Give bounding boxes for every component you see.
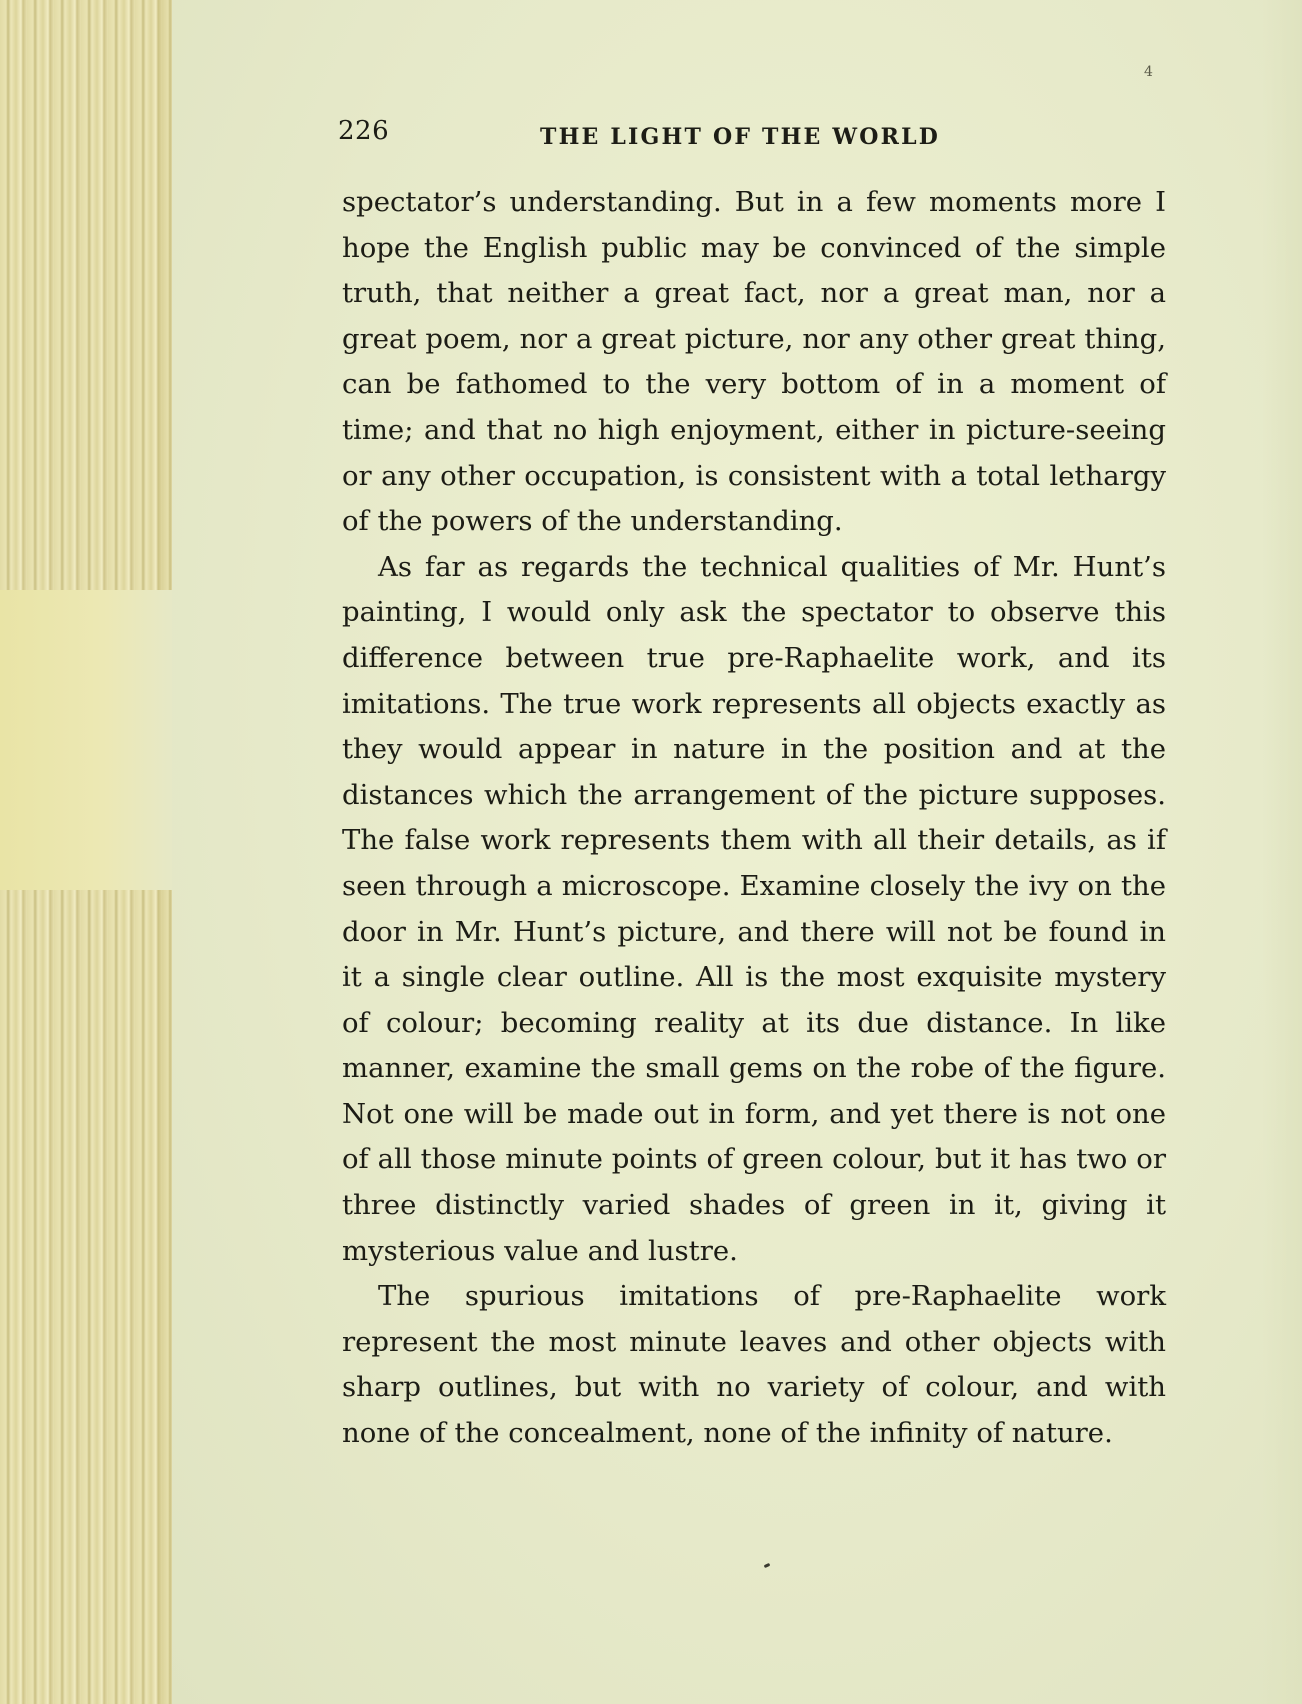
paragraph-1: spectator’s understanding. But in a few moments more I hope the English public may be convinced of the simple truth, that neither a great fact, nor a great man, nor a great poem, nor a great picture, nor any other great thing, can be fathomed to the very bottom of in a moment of time; and that no high enjoyment, either in picture-seeing or any other occupation, is consistent with a total lethargy of the powers of the understanding. (342, 186, 1166, 538)
corner-mark: 4 (1144, 64, 1153, 80)
paragraph-2: As far as regards the technical qualities of Mr. Hunt’s painting, I would only ask the spectator to observe this difference between true pre-Raphaelite work, and its imitations. The true work represents all objects exactly as they would appear in nature in the position and at the distances which the arrangement of the picture supposes. The false work represents them with all their details, as if seen through a microscope. Examine closely the ivy on the door in Mr. Hunt’s picture, and there will not be found in it a single clear outline. All is the most exquisite mystery of colour; becoming reality at its due distance. In like manner, examine the small gems on the robe of the figure. Not one will be made out in form, and yet there is not one of all those minute points of green colour, but it has two or three distinctly varied shades of green in it, giving it mysterious value and lustre. (342, 550, 1166, 1267)
page-edge-highlight (0, 590, 172, 890)
body-text (342, 180, 1166, 1457)
page-shadow (1262, 0, 1302, 1704)
running-title: THE LIGHT OF THE WORLD (540, 124, 941, 150)
paragraph-3: The spurious imitations of pre-Raphaelite work represent the most minute leaves and other objects with sharp outlines, but with no variety of colour, and with none of the concealment, none of the infinity of nature. (342, 1280, 1166, 1450)
page-number: 226 (338, 116, 390, 146)
